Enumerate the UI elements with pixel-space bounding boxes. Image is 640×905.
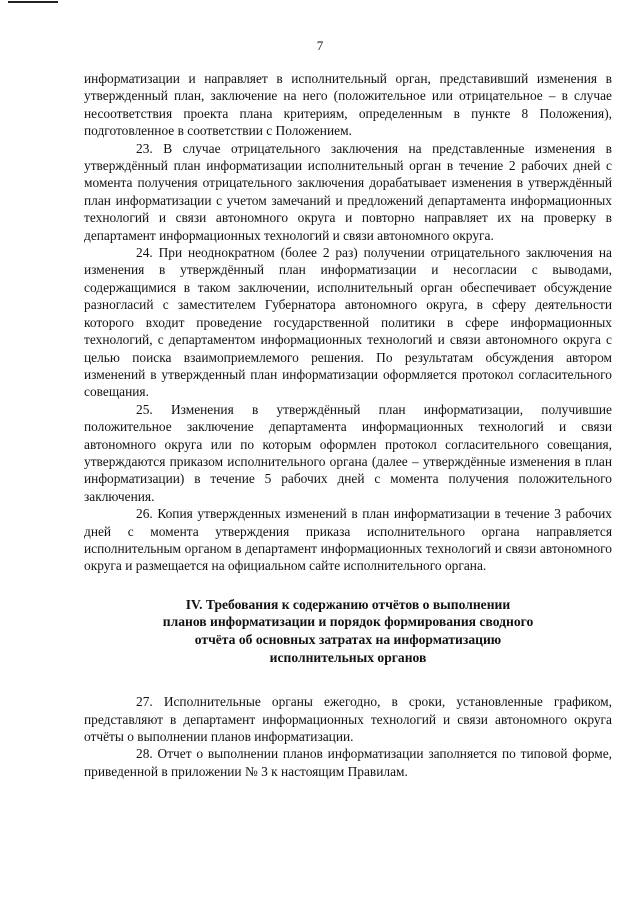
- paragraph-23: 23. В случае отрицательного заключения на представленные изменения в утверждённый план информатизации исполнительный орган в течение 2 рабочих дней с момента получения отрицательного заключения дорабатывает изменения в утверждённый план информатизации с учетом замечаний и предложений департамента информационных технологий и связи автономного округа и повторно направляет их на проверку в департамент информационных технологий и связи автономного округа.: [84, 140, 612, 243]
- section-heading-line-1: IV. Требования к содержанию отчётов о выполнении: [185, 596, 511, 612]
- paragraph-26: 26. Копия утвержденных изменений в план информатизации в течение 3 рабочих дней с момента утверждения приказа исполнительного органа направляется исполнительным органом в департамент информационных технологий и связи автономного округа и размещается на официальном сайте исполнительного органа.: [84, 506, 612, 574]
- corner-rule: [8, 1, 58, 3]
- paragraph-continued: информатизации и направляет в исполнительный орган, представивший изменения в утвержденный план, заключение на него (положительное или отрицательное – в случае несоответствия проекта плана критериям, определенным в пункте 8 Положения), подготовленное в соответствии с Положением.: [84, 71, 612, 139]
- section-heading: [84, 596, 612, 666]
- document-body: [84, 70, 612, 780]
- paragraph-28: 28. Отчет о выполнении планов информатизации заполняется по типовой форме, приведенной в приложении № 3 к настоящим Правилам.: [84, 746, 612, 779]
- section-heading-line-4: исполнительных органов: [269, 649, 427, 665]
- paragraph-27: 27. Исполнительные органы ежегодно, в сроки, установленные графиком, представляют в департамент информационных технологий и связи автономного округа отчёты о выполнении планов информатизации.: [84, 694, 612, 744]
- page-number: 7: [316, 38, 324, 53]
- paragraph-25: 25. Изменения в утверждённый план информатизации, получившие положительное заключение департамента информационных технологий и связи автономного округа или по которым оформлен протокол согласительного совещания, утверждаются приказом исполнительного органа (далее – утверждённые изменения в план информатизации) в течение 5 рабочих дней с момента получения положительного заключения.: [84, 401, 612, 504]
- paragraph-24: 24. При неоднократном (более 2 раз) получении отрицательного заключения на изменения в утверждённый план информатизации и несогласии с выводами, содержащимися в таком заключении, исполнительный орган обеспечивает обсуждение разногласий с заместителем Губернатора автономного округа, в сферу деятельности которого входит проведение государственной политики в сфере информационных технологий, с департаментом информационных технологий и связи автономного округа с целью поиска взаимоприемлемого решения. По результатам обсуждения автором изменений в утвержденный план информатизации оформляется протокол согласительного совещания.: [84, 245, 612, 400]
- section-heading-line-3: отчёта об основных затратах на информатизацию: [194, 631, 502, 647]
- section-heading-line-2: планов информатизации и порядок формирования сводного: [162, 614, 534, 630]
